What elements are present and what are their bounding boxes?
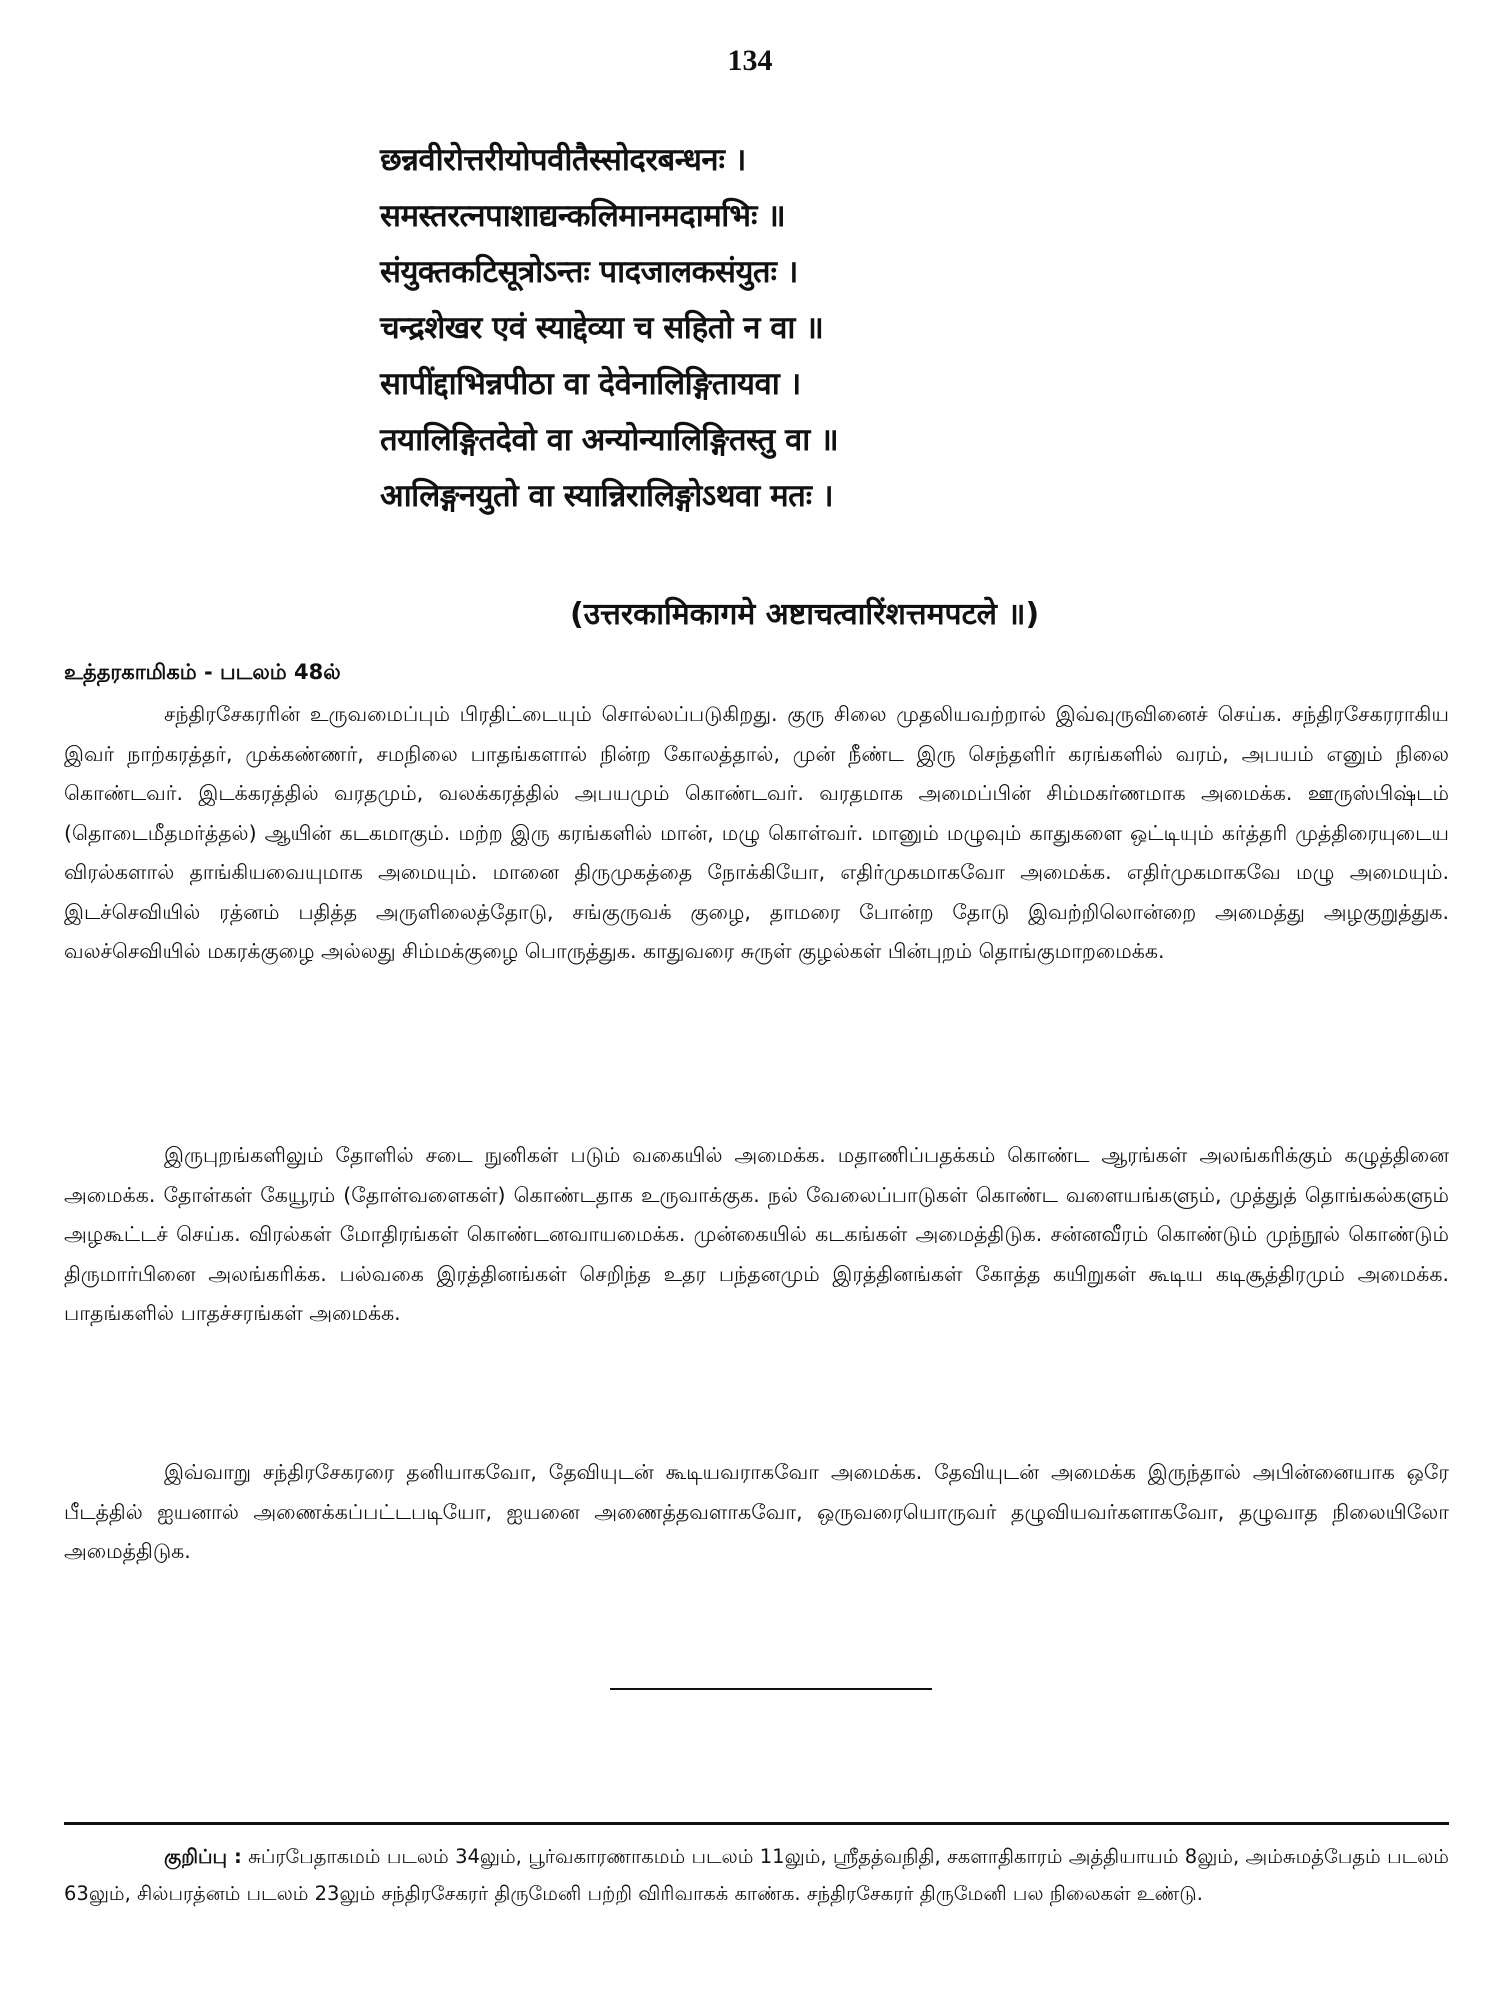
paragraph	[64, 695, 1449, 972]
section-divider	[610, 1688, 932, 1690]
footnote-label: குறிப்பு :	[164, 1845, 242, 1868]
sanskrit-verse	[380, 132, 1380, 524]
footnote	[64, 1838, 1449, 1912]
paragraph-text: சந்திரசேகரரின் உருவமைப்பும் பிரதிட்டையும் சொல்லப்படுகிறது. குரு சிலை முதலியவற்றால் இவ்வுருவினைச் செய்க. சந்திரசேகரராகிய இவர் நாற்கரத்தர், முக்கண்ணர், சமநிலை பாதங்களால் நின்ற கோலத்தால், முன் நீண்ட இரு செந்தளிர் கரங்களில் வரம், அபயம் எனும் நிலை கொண்டவர். இடக்கரத்தில் வரதமும், வலக்கரத்தில் அபயமும் கொண்டவர். வரதமாக அமைப்பின் சிம்மகர்ணமாக அமைக்க. ஊருஸ்பிஷ்டம் (தொடைமீதமர்த்தல்) ஆயின் கடகமாகும். மற்ற இரு கரங்களில் மான், மழு கொள்வர். மானும் மழுவும் காதுகளை ஒட்டியும் கர்த்தரி முத்திரையுடைய விரல்களால் தாங்கியவையுமாக அமையும். மானை திருமுகத்தை நோக்கியோ, எதிர்முகமாகவோ அமைக்க. எதிர்முகமாகவே மழு அமையும். இடச்செவியில் ரத்னம் பதித்த அருளிலைத்தோடு, சங்குருவக் குழை, தாமரை போன்ற தோடு இவற்றிலொன்றை அமைத்து அழகுறுத்துக. வலச்செவியில் மகரக்குழை அல்லது சிம்மக்குழை பொருத்துக. காதுவரை சுருள் குழல்கள் பின்புறம் தொங்குமாறமைக்க.	[64, 702, 1449, 963]
verse-line: संयुक्तकटिसूत्रोऽन्तः पादजालकसंयुतः ।	[380, 254, 798, 290]
paragraph-text: இருபுறங்களிலும் தோளில் சடை நுனிகள் படும் வகையில் அமைக்க. மதாணிப்பதக்கம் கொண்ட ஆரங்கள் அலங்கரிக்கும் கழுத்தினை அமைக்க. தோள்கள் கேயூரம் (தோள்வளைகள்) கொண்டதாக உருவாக்குக. நல் வேலைப்பாடுகள் கொண்ட வளையங்களும், முத்துத் தொங்கல்களும் அழகூட்டச் செய்க. விரல்கள் மோதிரங்கள் கொண்டனவாயமைக்க. முன்கையில் கடகங்கள் அமைத்திடுக. சன்னவீரம் கொண்டும் முந்நூல் கொண்டும் திருமார்பினை அலங்கரிக்க. பல்வகை இரத்தினங்கள் செறிந்த உதர பந்தனமும் இரத்தினங்கள் கோத்த கயிறுகள் கூடிய கடிசூத்திரமும் அமைக்க. பாதங்களில் பாதச்சரங்கள் அமைக்க.	[64, 1143, 1449, 1325]
section-heading: உத்தரகாமிகம் - படலம் 48ல்	[64, 660, 341, 684]
page-number: 134	[727, 44, 773, 77]
paragraph	[64, 1453, 1449, 1572]
verse-line: समस्तरत्नपाशाद्यन्कलिमानमदामभिः ॥	[380, 198, 786, 234]
paragraph-text: இவ்வாறு சந்திரசேகரரை தனியாகவோ, தேவியுடன் கூடியவராகவோ அமைக்க. தேவியுடன் அமைக்க இருந்தால் அபின்னையாக ஒரே பீடத்தில் ஐயனால் அணைக்கப்பட்டபடியோ, ஐயனை அணைத்தவளாகவோ, ஒருவரையொருவர் தழுவியவர்களாகவோ, தழுவாத நிலையிலோ அமைத்திடுக.	[64, 1460, 1449, 1563]
verse-line: तयालिङ्गितदेवो वा अन्योन्यालिङ्गितस्तु वा ॥	[380, 422, 839, 458]
paragraph	[64, 1136, 1449, 1334]
verse-source: (उत्तरकामिकागमे अष्टाचत्वारिंशत्तमपटले ॥)	[570, 597, 1040, 632]
verse-line: सापींद्दाभिन्नपीठा वा देवेनालिङ्गितायवा ।	[380, 366, 801, 402]
verse-line: चन्द्रशेखर एवं स्याद्देव्या च सहितो न वा ॥	[380, 310, 824, 346]
footnote-text: சுப்ரபேதாகமம் படலம் 34லும், பூர்வகாரணாகமம் படலம் 11லும், ஸ்ரீதத்வநிதி, சகளாதிகாரம் அத்தியாயம் 8லும், அம்சுமத்பேதம் படலம் 63லும், சில்பரத்னம் படலம் 23லும் சந்திரசேகரர் திருமேனி பற்றி விரிவாகக் காண்க. சந்திரசேகரர் திருமேனி பல நிலைகள் உண்டு.	[64, 1845, 1449, 1905]
footnote-divider	[64, 1822, 1449, 1825]
verse-line: आलिङ्गनयुतो वा स्यान्निरालिङ्गोऽथवा मतः ।	[380, 478, 834, 514]
verse-line: छन्नवीरोत्तरीयोपवीतैस्सोदरबन्धनः ।	[380, 142, 746, 178]
